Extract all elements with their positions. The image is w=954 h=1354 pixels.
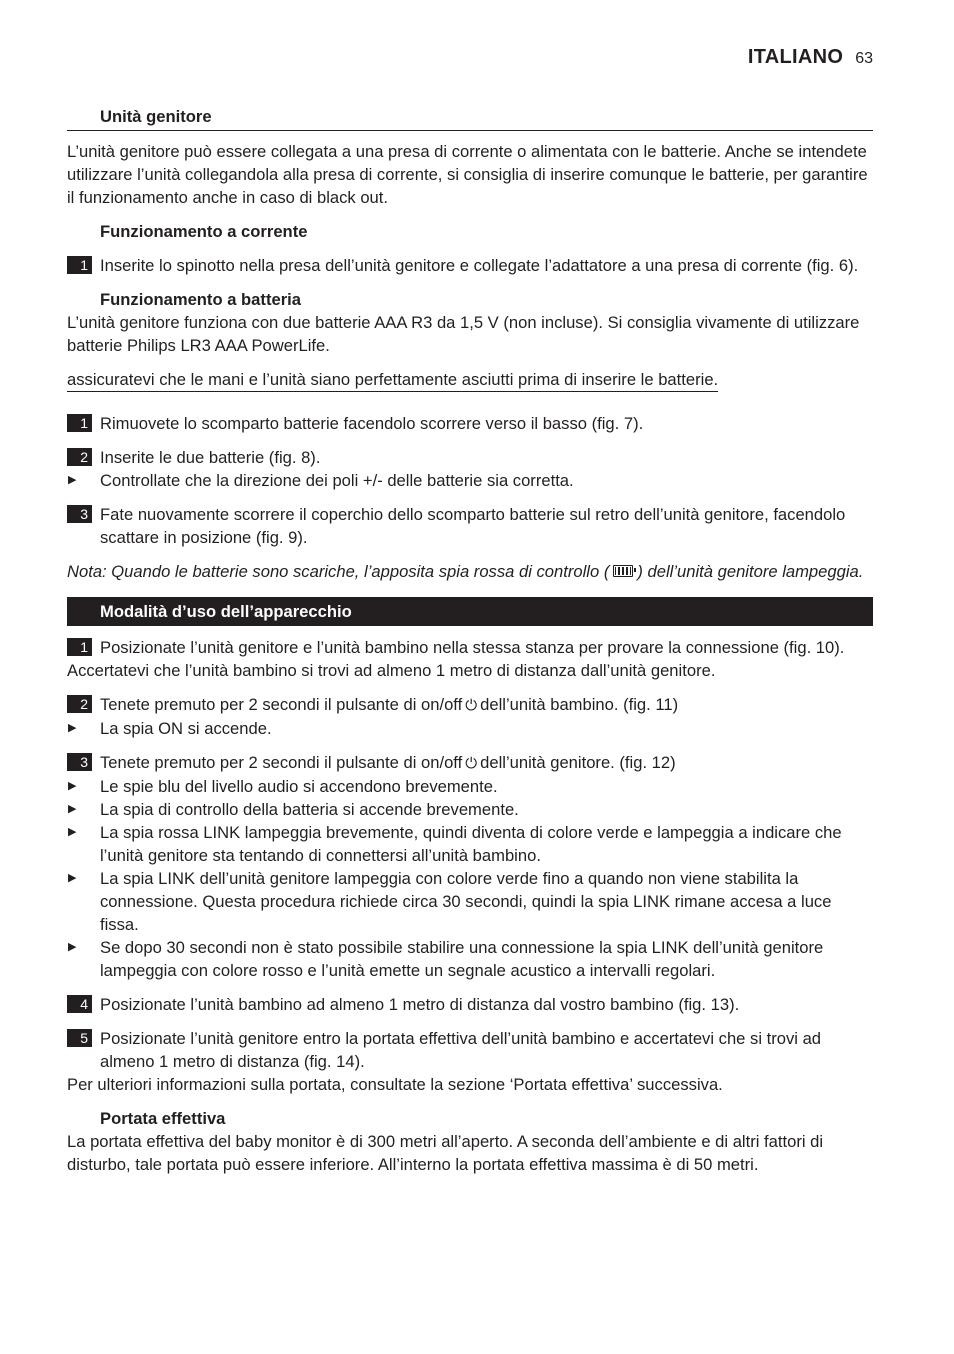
usage-step-3 [67, 751, 873, 775]
step-text: Inserite le due batterie (fig. 8). [100, 448, 321, 467]
step-number: 1 [67, 638, 92, 656]
power-icon: ⏻ [465, 755, 478, 772]
step-text: Posizionate l’unità genitore e l’unità bambino nella stessa stanza per provare la connessione (fig. 10). [100, 638, 845, 657]
page-header [748, 46, 873, 69]
usage-step-5-note: Per ulteriori informazioni sulla portata, consultate la sezione ‘Portata effettiva’ successiva. [67, 1075, 723, 1094]
usage-step-3-result [67, 821, 873, 867]
step-text: Posizionate l’unità genitore entro la portata effettiva dell’unità bambino e accertatevi che si trovi ad almeno 1 metro di distanza (fig. 14). [100, 1029, 822, 1071]
usage-step-3-result [67, 775, 873, 798]
step-text-end: dell’unità genitore. (fig. 12) [480, 753, 676, 772]
triangle-bullet-icon: ▶ [68, 941, 77, 953]
usage-step-2-result [67, 717, 873, 740]
step-text-end: dell’unità bambino. (fig. 11) [480, 695, 679, 714]
usage-step-3-result [67, 798, 873, 821]
step-number: 3 [67, 505, 92, 523]
section-title-usage: Modalità d’uso dell’apparecchio [67, 597, 873, 626]
usage-step-2 [67, 693, 873, 717]
triangle-bullet-icon: ▶ [68, 872, 77, 884]
step-text [100, 751, 873, 775]
usage-step-3-result [67, 867, 873, 936]
step-text-start: Tenete premuto per 2 secondi il pulsante di on/off [100, 695, 463, 714]
battery-intro: L’unità genitore funziona con due batterie AAA R3 da 1,5 V (non incluse). Si consiglia vivamente di utilizzare batterie Philips LR3 AAA PowerLife. [67, 313, 860, 355]
step-number: 1 [67, 256, 92, 274]
step-number: 1 [67, 414, 92, 432]
triangle-bullet-icon: ▶ [68, 474, 77, 486]
step-number: 5 [67, 1029, 92, 1047]
step-number: 2 [67, 448, 92, 466]
battery-warning: assicuratevi che le mani e l’unità siano perfettamente asciutti prima di inserire le batterie. [67, 369, 718, 392]
bullet-text: Controllate che la direzione dei poli +/- delle batterie sia corretta. [100, 471, 574, 490]
usage-step-1-note: Accertatevi che l’unità bambino si trovi ad almeno 1 metro di distanza dall’unità genitore. [67, 661, 716, 680]
bullet-text: La spia di controllo della batteria si accende brevemente. [100, 800, 519, 819]
bullet-text: Se dopo 30 secondi non è stato possibile stabilire una connessione la spia LINK dell’unità genitore lampeggia con colore rosso e l’unità emette un segnale acustico a intervalli regolari. [100, 938, 824, 980]
bullet-text: La spia rossa LINK lampeggia brevemente, quindi diventa di colore verde e lampeggia a indicare che l’unità genitore sta tentando di connettersi all’unità bambino. [100, 823, 842, 865]
parent-unit-intro: L’unità genitore può essere collegata a una presa di corrente o alimentata con le batterie. Anche se intendete utilizzare l’unità collegandola alla presa di corrente, si consiglia di inserire comunque le batterie, per garantire il funzionamento anche in caso di black out. [67, 142, 868, 207]
bullet-text: La spia LINK dell’unità genitore lampeggia con colore verde fino a quando non viene stabilita la connessione. Questa procedura richiede circa 30 secondi, quindi la spia LINK rimane accesa a luce fissa. [100, 869, 832, 934]
bullet-text: La spia ON si accende. [100, 719, 272, 738]
battery-step-1 [67, 412, 873, 435]
triangle-bullet-icon: ▶ [68, 826, 77, 838]
step-number: 3 [67, 753, 92, 771]
step-text: Fate nuovamente scorrere il coperchio dello scomparto batterie sul retro dell’unità genitore, facendolo scattare in posizione (fig. 9). [100, 505, 846, 547]
step-text: Posizionate l’unità bambino ad almeno 1 metro di distanza dal vostro bambino (fig. 13). [100, 995, 740, 1014]
range-text: La portata effettiva del baby monitor è di 300 metri all’aperto. A seconda dell’ambiente e di altri fattori di disturbo, tale portata può essere inferiore. All’interno la portata effettiva massima è di 50 metri. [67, 1132, 824, 1174]
power-icon: ⏻ [465, 697, 478, 714]
battery-icon [613, 565, 633, 577]
usage-step-3-result [67, 936, 873, 982]
usage-step-1 [67, 636, 873, 659]
page-number: 63 [855, 50, 873, 67]
step-number: 4 [67, 995, 92, 1013]
battery-step-2 [67, 446, 873, 469]
language-label: ITALIANO [747, 46, 844, 68]
section-title-parent-unit: Unità genitore [67, 105, 873, 131]
step-text-start: Tenete premuto per 2 secondi il pulsante di on/off [100, 753, 463, 772]
mains-step-1 [67, 254, 873, 277]
subsection-title-mains: Funzionamento a corrente [100, 222, 308, 241]
triangle-bullet-icon: ▶ [68, 780, 77, 792]
step-text: Rimuovete lo scomparto batterie facendolo scorrere verso il basso (fig. 7). [100, 414, 644, 433]
battery-note [67, 560, 873, 583]
page-content [67, 105, 873, 1176]
note-text-start: Nota: Quando le batterie sono scariche, l’apposita spia rossa di controllo ( [67, 562, 610, 581]
battery-step-3 [67, 503, 873, 549]
usage-step-5 [67, 1027, 873, 1073]
bullet-text: Le spie blu del livello audio si accendono brevemente. [100, 777, 498, 796]
subsection-title-range: Portata effettiva [100, 1109, 226, 1128]
step-number: 2 [67, 695, 92, 713]
step-text [100, 693, 873, 717]
note-text-end: ) dell’unità genitore lampeggia. [637, 562, 864, 581]
battery-warning-block [67, 368, 873, 392]
triangle-bullet-icon: ▶ [68, 722, 77, 734]
triangle-bullet-icon: ▶ [68, 803, 77, 815]
usage-step-4 [67, 993, 873, 1016]
subsection-title-battery: Funzionamento a batteria [100, 290, 301, 309]
battery-step-2-result [67, 469, 873, 492]
step-text: Inserite lo spinotto nella presa dell’unità genitore e collegate l’adattatore a una presa di corrente (fig. 6). [100, 256, 859, 275]
